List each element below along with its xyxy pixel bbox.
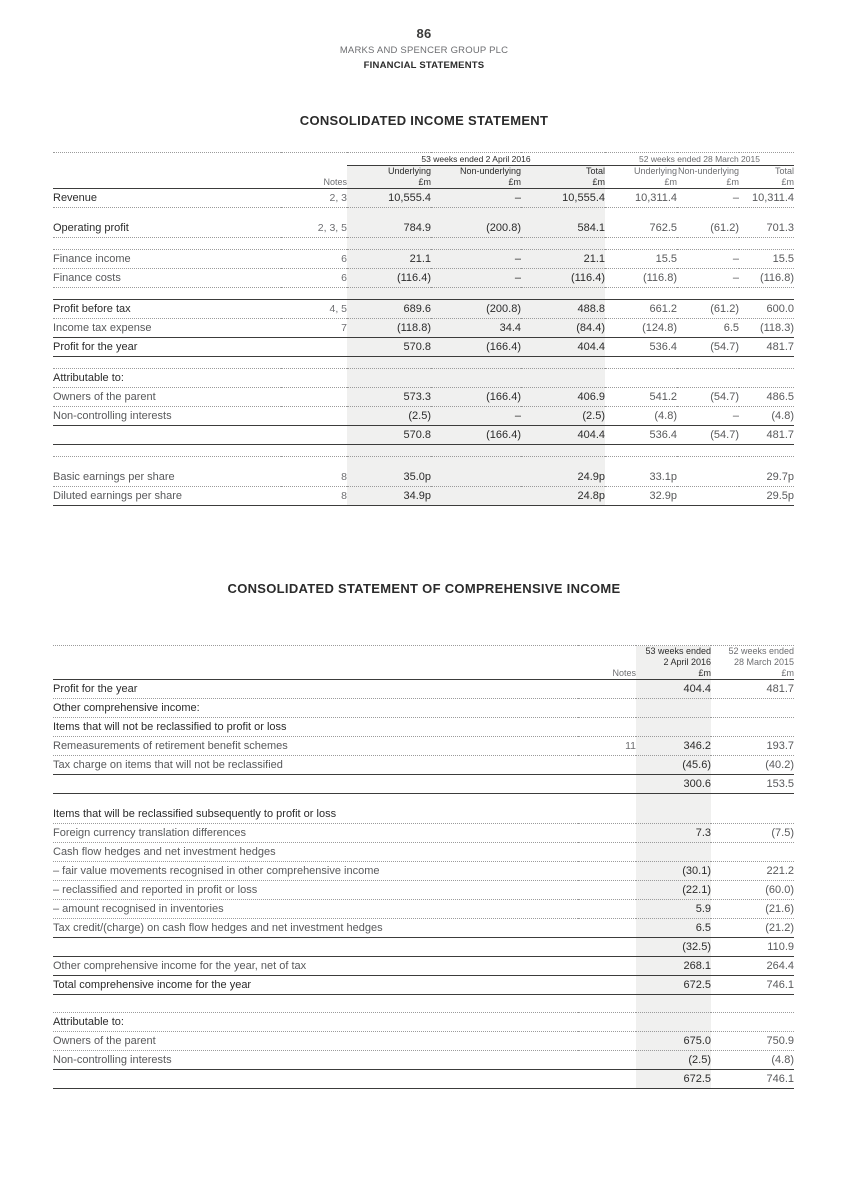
row-current-value: 672.5 xyxy=(636,1070,711,1089)
column-header-row-2 xyxy=(53,177,794,188)
row-prior-value: (60.0) xyxy=(711,881,794,900)
row-notes xyxy=(578,938,636,957)
row-notes xyxy=(578,824,636,843)
row-notes: 2, 3 xyxy=(281,189,347,208)
row-cur-underlying: (116.4) xyxy=(347,269,431,288)
row-notes xyxy=(578,805,636,824)
row-label: Attributable to: xyxy=(53,1013,578,1032)
table-row xyxy=(53,189,794,208)
row-cur-nonunderlying xyxy=(431,468,521,487)
oci-col-cur-unit: £m xyxy=(636,668,711,679)
row-notes xyxy=(281,388,347,407)
row-notes xyxy=(578,718,636,737)
row-cur-nonunderlying: – xyxy=(431,189,521,208)
row-prior-value xyxy=(711,843,794,862)
row-spacer xyxy=(53,445,794,457)
row-cur-underlying: 35.0p xyxy=(347,468,431,487)
row-pri-total: (118.3) xyxy=(739,319,794,338)
row-label: Owners of the parent xyxy=(53,1032,578,1051)
row-cur-total: 488.8 xyxy=(521,300,605,319)
row-label: Profit for the year xyxy=(53,338,281,357)
column-header-row-1 xyxy=(53,166,794,178)
row-pri-underlying: 536.4 xyxy=(605,426,677,445)
row-pri-total: (4.8) xyxy=(739,407,794,426)
oci-col-cur-line2: 2 April 2016 xyxy=(636,657,711,668)
row-label: Profit before tax xyxy=(53,300,281,319)
row-notes xyxy=(281,369,347,388)
row-cur-total: 404.4 xyxy=(521,338,605,357)
table-row xyxy=(53,269,794,288)
row-notes xyxy=(578,881,636,900)
row-label xyxy=(53,775,578,794)
table-row xyxy=(53,957,794,976)
col-cur-nonunderlying: Non-underlying xyxy=(431,166,521,178)
row-cur-nonunderlying: – xyxy=(431,407,521,426)
row-spacer xyxy=(53,457,794,469)
page-header xyxy=(0,0,848,73)
row-label: – amount recognised in inventories xyxy=(53,900,578,919)
row-current-value: 346.2 xyxy=(636,737,711,756)
row-current-value: 300.6 xyxy=(636,775,711,794)
row-label: Non-controlling interests xyxy=(53,1051,578,1070)
row-pri-total xyxy=(739,369,794,388)
row-pri-total: 701.3 xyxy=(739,219,794,238)
row-pri-nonunderlying: (61.2) xyxy=(677,219,739,238)
row-pri-underlying: 661.2 xyxy=(605,300,677,319)
table-row xyxy=(53,407,794,426)
oci-col-pri-line1: 52 weeks ended xyxy=(728,646,794,656)
row-cur-total xyxy=(521,369,605,388)
row-pri-total: (116.8) xyxy=(739,269,794,288)
table-row xyxy=(53,862,794,881)
row-prior-value: 750.9 xyxy=(711,1032,794,1051)
table-row xyxy=(53,388,794,407)
row-label: Items that will be reclassified subsequently to profit or loss xyxy=(53,805,578,824)
row-spacer xyxy=(53,357,794,369)
row-current-value: 268.1 xyxy=(636,957,711,976)
row-prior-value: (21.2) xyxy=(711,919,794,938)
row-pri-underlying: 32.9p xyxy=(605,487,677,506)
row-cur-nonunderlying: (166.4) xyxy=(431,338,521,357)
row-cur-total: 21.1 xyxy=(521,250,605,269)
document-section-label: FINANCIAL STATEMENTS xyxy=(363,60,485,71)
row-label: Tax charge on items that will not be reclassified xyxy=(53,756,578,775)
table-row xyxy=(53,1032,794,1051)
row-label: Cash flow hedges and net investment hedges xyxy=(53,843,578,862)
row-label: – fair value movements recognised in other comprehensive income xyxy=(53,862,578,881)
row-pri-nonunderlying xyxy=(677,369,739,388)
row-pri-nonunderlying: (61.2) xyxy=(677,300,739,319)
row-prior-value: 481.7 xyxy=(711,680,794,699)
table-row xyxy=(53,319,794,338)
table-row xyxy=(53,938,794,957)
row-pri-underlying xyxy=(605,369,677,388)
row-cur-nonunderlying: (200.8) xyxy=(431,219,521,238)
row-cur-underlying: 570.8 xyxy=(347,338,431,357)
table-row xyxy=(53,718,794,737)
row-cur-nonunderlying xyxy=(431,487,521,506)
col-pri-total-unit: £m xyxy=(781,177,794,187)
row-spacer xyxy=(53,288,794,300)
row-pri-nonunderlying: (54.7) xyxy=(677,388,739,407)
row-cur-underlying: 689.6 xyxy=(347,300,431,319)
row-cur-total: (116.4) xyxy=(521,269,605,288)
row-current-value: 7.3 xyxy=(636,824,711,843)
row-pri-underlying: (124.8) xyxy=(605,319,677,338)
row-cur-total: (2.5) xyxy=(521,407,605,426)
row-label: Finance costs xyxy=(53,269,281,288)
row-pri-nonunderlying xyxy=(677,487,739,506)
row-prior-value: 193.7 xyxy=(711,737,794,756)
row-notes: 2, 3, 5 xyxy=(281,219,347,238)
row-label: – reclassified and reported in profit or loss xyxy=(53,881,578,900)
row-notes xyxy=(281,426,347,445)
row-cur-total: 24.9p xyxy=(521,468,605,487)
table-row xyxy=(53,250,794,269)
row-label: Non-controlling interests xyxy=(53,407,281,426)
income-statement-title: CONSOLIDATED INCOME STATEMENT xyxy=(299,113,549,128)
oci-col-cur-line1: 53 weeks ended xyxy=(636,646,711,657)
row-label: Total comprehensive income for the year xyxy=(53,976,578,995)
row-spacer xyxy=(53,794,794,806)
row-cur-nonunderlying: – xyxy=(431,269,521,288)
row-pri-total: 15.5 xyxy=(739,250,794,269)
row-spacer xyxy=(53,208,794,220)
table-row xyxy=(53,1013,794,1032)
row-current-value: 675.0 xyxy=(636,1032,711,1051)
row-prior-value xyxy=(711,1013,794,1032)
row-label: Finance income xyxy=(53,250,281,269)
table-row xyxy=(53,900,794,919)
row-prior-value: 221.2 xyxy=(711,862,794,881)
row-cur-nonunderlying: (166.4) xyxy=(431,426,521,445)
row-notes: 6 xyxy=(281,269,347,288)
row-pri-total: 600.0 xyxy=(739,300,794,319)
col-cur-underlying-unit: £m xyxy=(347,177,431,188)
group-header-current: 53 weeks ended 2 April 2016 xyxy=(347,153,605,166)
table-row xyxy=(53,775,794,794)
col-cur-underlying: Underlying xyxy=(347,166,431,178)
table-row xyxy=(53,843,794,862)
row-pri-underlying: 33.1p xyxy=(605,468,677,487)
col-cur-nonunderlying-unit: £m xyxy=(431,177,521,188)
company-name: MARKS AND SPENCER GROUP PLC xyxy=(339,45,509,56)
row-spacer xyxy=(53,238,794,250)
table-row xyxy=(53,1070,794,1089)
row-cur-underlying: 573.3 xyxy=(347,388,431,407)
row-notes xyxy=(281,338,347,357)
row-current-value xyxy=(636,843,711,862)
oci-column-header-row-3 xyxy=(53,668,794,679)
row-pri-total: 481.7 xyxy=(739,338,794,357)
row-current-value xyxy=(636,699,711,718)
row-notes xyxy=(578,900,636,919)
consolidated-statement-of-comprehensive-income-table xyxy=(53,645,794,1089)
row-current-value: (45.6) xyxy=(636,756,711,775)
row-prior-value: 746.1 xyxy=(711,1070,794,1089)
table-row xyxy=(53,468,794,487)
oci-col-pri-unit: £m xyxy=(781,668,794,678)
group-header-prior: 52 weeks ended 28 March 2015 xyxy=(605,153,794,166)
row-notes xyxy=(578,699,636,718)
col-pri-total: Total xyxy=(774,166,794,176)
table-row xyxy=(53,1051,794,1070)
row-prior-value xyxy=(711,805,794,824)
row-prior-value xyxy=(711,699,794,718)
row-current-value: 6.5 xyxy=(636,919,711,938)
table-row xyxy=(53,737,794,756)
row-cur-nonunderlying xyxy=(431,369,521,388)
col-cur-total-unit: £m xyxy=(521,177,605,188)
row-notes xyxy=(578,1013,636,1032)
row-cur-nonunderlying: – xyxy=(431,250,521,269)
row-current-value: (22.1) xyxy=(636,881,711,900)
row-notes xyxy=(281,407,347,426)
row-cur-underlying: 10,555.4 xyxy=(347,189,431,208)
row-label: Profit for the year xyxy=(53,680,578,699)
row-label: Foreign currency translation differences xyxy=(53,824,578,843)
row-pri-total: 29.5p xyxy=(739,487,794,506)
row-notes xyxy=(578,957,636,976)
row-pri-underlying: 536.4 xyxy=(605,338,677,357)
row-notes: 4, 5 xyxy=(281,300,347,319)
col-pri-nonunderlying-unit: £m xyxy=(726,177,739,187)
row-label: Revenue xyxy=(53,189,281,208)
row-prior-value xyxy=(711,718,794,737)
oci-statement-title: CONSOLIDATED STATEMENT OF COMPREHENSIVE INCOME xyxy=(227,581,621,596)
row-prior-value: 153.5 xyxy=(711,775,794,794)
row-label xyxy=(53,1070,578,1089)
row-pri-nonunderlying: 6.5 xyxy=(677,319,739,338)
row-pri-nonunderlying: – xyxy=(677,407,739,426)
table-row xyxy=(53,699,794,718)
row-pri-total: 486.5 xyxy=(739,388,794,407)
row-cur-nonunderlying: 34.4 xyxy=(431,319,521,338)
col-pri-underlying-unit: £m xyxy=(664,177,677,187)
row-label: Remeasurements of retirement benefit schemes xyxy=(53,737,578,756)
table-row xyxy=(53,369,794,388)
row-label: Other comprehensive income for the year, net of tax xyxy=(53,957,578,976)
row-label: Other comprehensive income: xyxy=(53,699,578,718)
row-cur-total: 404.4 xyxy=(521,426,605,445)
row-notes: 6 xyxy=(281,250,347,269)
row-pri-underlying: 541.2 xyxy=(605,388,677,407)
row-notes: 8 xyxy=(281,468,347,487)
row-prior-value: 746.1 xyxy=(711,976,794,995)
col-pri-nonunderlying: Non-underlying xyxy=(677,166,739,176)
row-current-value: (2.5) xyxy=(636,1051,711,1070)
table-row xyxy=(53,976,794,995)
row-label: Attributable to: xyxy=(53,369,281,388)
row-label xyxy=(53,426,281,445)
row-pri-underlying: 15.5 xyxy=(605,250,677,269)
row-cur-underlying: 21.1 xyxy=(347,250,431,269)
row-notes xyxy=(578,680,636,699)
row-notes xyxy=(578,843,636,862)
oci-col-pri-line2: 28 March 2015 xyxy=(733,657,794,667)
row-cur-total: 10,555.4 xyxy=(521,189,605,208)
row-notes xyxy=(578,919,636,938)
table-row xyxy=(53,881,794,900)
row-pri-nonunderlying: – xyxy=(677,250,739,269)
row-current-value: (30.1) xyxy=(636,862,711,881)
row-notes xyxy=(578,756,636,775)
row-pri-total: 29.7p xyxy=(739,468,794,487)
row-current-value: 5.9 xyxy=(636,900,711,919)
row-cur-total: (84.4) xyxy=(521,319,605,338)
row-prior-value: 264.4 xyxy=(711,957,794,976)
row-label: Income tax expense xyxy=(53,319,281,338)
row-cur-underlying: 784.9 xyxy=(347,219,431,238)
table-row xyxy=(53,426,794,445)
row-cur-total: 406.9 xyxy=(521,388,605,407)
table-row xyxy=(53,487,794,506)
row-cur-total: 584.1 xyxy=(521,219,605,238)
table-row xyxy=(53,300,794,319)
row-notes xyxy=(578,862,636,881)
row-label: Operating profit xyxy=(53,219,281,238)
row-notes: 7 xyxy=(281,319,347,338)
table-row xyxy=(53,680,794,699)
table-row xyxy=(53,756,794,775)
table-row xyxy=(53,824,794,843)
row-pri-total: 10,311.4 xyxy=(739,189,794,208)
table-row xyxy=(53,219,794,238)
row-pri-nonunderlying: – xyxy=(677,269,739,288)
row-cur-underlying: (118.8) xyxy=(347,319,431,338)
row-notes xyxy=(578,1032,636,1051)
row-pri-underlying: 762.5 xyxy=(605,219,677,238)
row-label: Tax credit/(charge) on cash flow hedges and net investment hedges xyxy=(53,919,578,938)
row-current-value: 404.4 xyxy=(636,680,711,699)
column-group-header-row xyxy=(53,153,794,166)
row-pri-nonunderlying xyxy=(677,468,739,487)
oci-col-notes: Notes xyxy=(612,668,636,678)
row-pri-nonunderlying: (54.7) xyxy=(677,338,739,357)
row-current-value xyxy=(636,805,711,824)
row-cur-underlying: 34.9p xyxy=(347,487,431,506)
row-pri-total: 481.7 xyxy=(739,426,794,445)
row-label: Owners of the parent xyxy=(53,388,281,407)
col-pri-underlying: Underlying xyxy=(633,166,677,176)
row-label: Basic earnings per share xyxy=(53,468,281,487)
row-cur-nonunderlying: (166.4) xyxy=(431,388,521,407)
row-label: Diluted earnings per share xyxy=(53,487,281,506)
row-prior-value: (4.8) xyxy=(711,1051,794,1070)
oci-column-header-row-2 xyxy=(53,657,794,668)
row-label: Items that will not be reclassified to profit or loss xyxy=(53,718,578,737)
row-pri-nonunderlying: – xyxy=(677,189,739,208)
row-cur-total: 24.8p xyxy=(521,487,605,506)
row-pri-underlying: (4.8) xyxy=(605,407,677,426)
page-number: 86 xyxy=(416,26,432,41)
row-spacer xyxy=(53,995,794,1013)
row-notes xyxy=(578,1051,636,1070)
row-current-value: 672.5 xyxy=(636,976,711,995)
row-prior-value: (40.2) xyxy=(711,756,794,775)
row-notes: 11 xyxy=(578,737,636,756)
table-row xyxy=(53,919,794,938)
row-pri-underlying: (116.8) xyxy=(605,269,677,288)
col-notes: Notes xyxy=(323,177,347,187)
row-notes: 8 xyxy=(281,487,347,506)
row-current-value xyxy=(636,1013,711,1032)
row-cur-underlying: (2.5) xyxy=(347,407,431,426)
row-pri-nonunderlying: (54.7) xyxy=(677,426,739,445)
row-prior-value: (21.6) xyxy=(711,900,794,919)
row-cur-underlying: 570.8 xyxy=(347,426,431,445)
col-cur-total: Total xyxy=(521,166,605,178)
row-pri-underlying: 10,311.4 xyxy=(605,189,677,208)
row-label xyxy=(53,938,578,957)
oci-column-header-row-1 xyxy=(53,646,794,657)
row-cur-underlying xyxy=(347,369,431,388)
row-notes xyxy=(578,775,636,794)
row-notes xyxy=(578,1070,636,1089)
table-row xyxy=(53,805,794,824)
row-current-value: (32.5) xyxy=(636,938,711,957)
row-prior-value: 110.9 xyxy=(711,938,794,957)
row-prior-value: (7.5) xyxy=(711,824,794,843)
row-cur-nonunderlying: (200.8) xyxy=(431,300,521,319)
row-current-value xyxy=(636,718,711,737)
consolidated-income-statement-table xyxy=(53,152,794,506)
table-row xyxy=(53,338,794,357)
row-notes xyxy=(578,976,636,995)
